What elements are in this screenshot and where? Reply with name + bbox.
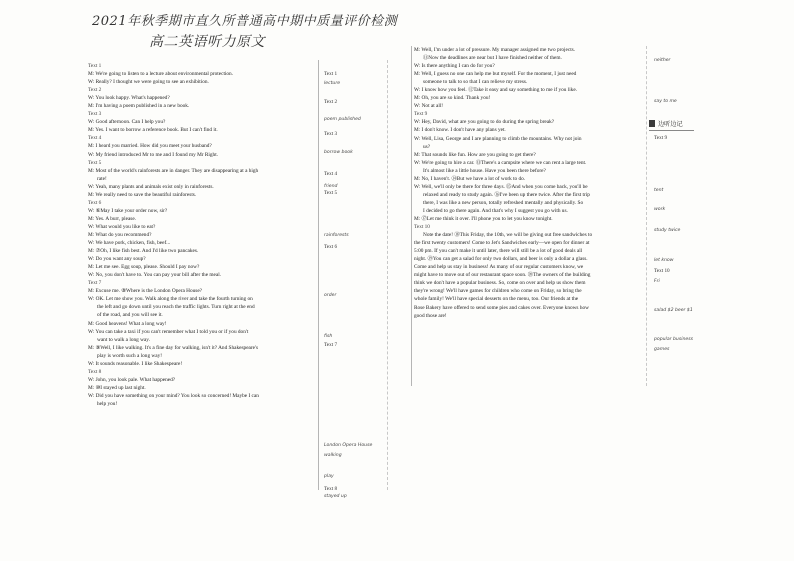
transcript-line: W: We're going to hire a car. ⑬There's a campsite where we can rent a large tent.	[414, 159, 587, 166]
transcript-line: W: Well, we'll only be there for three days. ⑮And when you come back, you'll be	[414, 183, 588, 190]
transcript-line: M: We're going to listen to a lecture about environmental protection.	[88, 71, 234, 78]
transcript-line: 5:00 pm. If you can't make it until later, there will still be a lot of good deals all	[414, 248, 583, 255]
transcript-line: W: It sounds reasonable. I like Shakespeare!	[88, 360, 183, 367]
transcript-line: W: Really? I thought we were going to see an exhibition.	[88, 79, 209, 86]
section-heading: Text 3	[88, 111, 102, 118]
section-heading: Text 7	[88, 280, 102, 287]
handwritten-note: London Opera House	[324, 443, 373, 448]
handwritten-note: Fri	[654, 279, 660, 284]
transcript-line: might have to move out of our restaurant space soon. ⑳The owners of the building	[414, 272, 591, 279]
transcript-line: M: Most of the world's rainforests are in danger. They are disappearing at a high	[88, 167, 259, 174]
note-section-label: Text 8	[324, 486, 338, 492]
section-heading: Text 10	[414, 224, 430, 231]
transcript-line: Come and help us stay in business! As many of our regular customers know, we	[414, 264, 584, 271]
transcript-line: W: Hey, David, what are you going to do during the spring break?	[414, 119, 555, 126]
transcript-line: M: I don't know. I don't have any plans yet.	[414, 127, 506, 134]
note-section-label: Text 10	[654, 268, 670, 274]
transcript-line: the left and go down until you reach the traffic lights. Turn right at the end	[97, 304, 255, 311]
handwritten-note: fish	[324, 334, 333, 339]
note-section-label: Text 2	[324, 99, 338, 105]
listen-notes-badge	[649, 118, 694, 129]
badge-underline	[649, 130, 694, 131]
transcript-line: M: Yes. A burr, please.	[88, 215, 137, 222]
transcript-left-column	[88, 62, 316, 408]
transcript-line: Rose Bakery have offered to send some pies and cakes over. Everyone knows how	[414, 304, 589, 311]
square-icon	[649, 120, 655, 127]
section-heading: Text 9	[414, 111, 428, 118]
transcript-line: W: You can take a taxi if you can't remember what I told you or if you don't	[88, 328, 249, 335]
transcript-line: M: What do you recommend?	[88, 231, 152, 238]
handwritten-note: walking	[324, 453, 342, 458]
handwritten-note: let know	[654, 258, 674, 263]
transcript-line: W: We have pork, chicken, fish, beef...	[88, 240, 171, 247]
transcript-line: M: ⑰Let me think it over. I'll phone you to let you know tonight.	[414, 215, 553, 222]
handwritten-note: salad $2 beer $1	[654, 308, 693, 313]
transcript-line: M: I heard you married. How did you meet your husband?	[88, 143, 212, 150]
handwritten-note: work	[654, 207, 666, 212]
page-title	[92, 13, 398, 51]
transcript-line: W: Not at all!	[414, 103, 444, 110]
transcript-line: ⑪Now the deadlines are near but I have finished neither of them.	[423, 55, 562, 62]
transcript-line: of the road, and you will see it.	[97, 312, 163, 319]
transcript-line: M: Excuse me. ⑧Where is the London Opera House?	[88, 288, 203, 295]
transcript-line: I decided to go there again. And that's why I suggest you go with us.	[423, 207, 568, 214]
transcript-line: W: No, you don't have to. You can pay your bill after the meal.	[88, 272, 222, 279]
transcript-line: W: Yeah, many plants and animals exist only in rainforests.	[88, 183, 214, 190]
transcript-line: play is worth such a long way!	[97, 352, 163, 359]
column-divider	[318, 60, 319, 490]
section-heading: Text 1	[88, 63, 102, 69]
transcript-line: there, I was like a new person, totally refreshed mentally and physically. So	[423, 199, 584, 206]
notes-divider	[387, 60, 388, 490]
transcript-line: W: ⑥May I take your order now, sir?	[88, 207, 168, 214]
handwritten-note: say to me	[654, 99, 677, 104]
transcript-line: W: Is there anything I can do for you?	[414, 63, 495, 70]
handwritten-note: neither	[654, 58, 671, 63]
section-heading: Text 6	[88, 199, 102, 206]
transcript-line: M: Yes. I want to borrow a reference book. But I can't find it.	[88, 127, 218, 134]
handwritten-note: games	[654, 347, 670, 352]
transcript-line: M: That sounds like fun. How are you going to get there?	[414, 151, 536, 158]
transcript-line: W: You look happy. What's happened?	[88, 95, 170, 102]
handwritten-note: lecture	[324, 81, 341, 86]
transcript-line: the first twenty customers! Come to Jet's Sandwiches early—we open for dinner at	[414, 240, 590, 247]
handwritten-note: tent	[654, 188, 664, 193]
transcript-line: M: Let me see. Egg soup, please. Should I pay now?	[88, 264, 200, 271]
badge-label: 边听边记	[658, 121, 683, 128]
transcript-line: they're wrong! We'll have games for children who come on Friday, so bring the	[414, 288, 582, 295]
transcript-line: W: I know how you feel. ⑫Take it easy and say something to me if you like.	[414, 87, 578, 94]
transcript-line: someone to talk to so that I can relieve my stress.	[423, 79, 528, 86]
handwritten-note: order	[324, 293, 337, 298]
note-section-label: Text 6	[324, 244, 338, 250]
transcript-line: rate!	[97, 175, 107, 182]
transcript-line: whole family! We'll have special desserts on the menu, too. Our friends at the	[414, 296, 579, 303]
transcript-line: M: Oh, you are so kind. Thank you!	[414, 95, 491, 102]
title-line-2: 高二英语听力原文	[149, 34, 265, 50]
title-line-1: 2021年秋季期市直久所普通高中期中质量评价检测	[92, 14, 398, 29]
section-heading: Text 8	[88, 368, 102, 375]
note-section-label: Text 7	[324, 342, 338, 348]
note-section-label: Text 9	[654, 135, 668, 141]
transcript-line: M: Good heavens! What a long way!	[88, 320, 167, 327]
transcript-line: want to walk a long way.	[97, 336, 150, 343]
transcript-line: M: ⑦Oh, I like fish best. And I'd like two pancakes.	[88, 248, 199, 255]
transcript-line: W: Good afternoon. Can I help you?	[88, 119, 166, 126]
transcript-line: M: No, I haven't. ⑭But we have a lot of work to do.	[414, 175, 526, 182]
column-divider	[411, 46, 412, 386]
transcript-line: M: Well, I'm under a lot of pressure. My manager assigned me two projects.	[414, 47, 576, 53]
transcript-line: M: ⑩I stayed up last night.	[88, 384, 146, 391]
transcript-line: W: OK. Let me show you. Walk along the river and take the fourth turning on	[88, 296, 253, 303]
note-section-label: Text 5	[324, 190, 338, 196]
transcript-line: think we don't have a popular business. So, come on over and help us show them	[414, 280, 586, 287]
handwritten-note: rainforests	[324, 233, 349, 238]
handwritten-note: borrow book	[324, 150, 353, 155]
transcript-line: M: ⑨Well, I like walking. It's a fine day for walking, isn't it? And Shakespeare's	[88, 344, 259, 351]
handwritten-note: play	[324, 474, 334, 479]
transcript-line: help you!	[97, 400, 118, 407]
note-section-label: Text 4	[324, 171, 338, 177]
transcript-line: W: Do you want any soup?	[88, 256, 146, 263]
transcript-line: It's almost like a little house. Have you been there before?	[423, 167, 546, 174]
transcript-line: M: We really need to save the beautiful rainforests.	[88, 191, 197, 198]
transcript-line: W: Did you have something on your mind? You look so concerned! Maybe I can	[88, 392, 259, 399]
section-heading: Text 2	[88, 87, 102, 94]
transcript-line: night. ⑲You can get a salad for only two dollars, and beer is only a dollar a glass.	[414, 256, 588, 263]
transcript-line: Note the date! ⑱This Friday, the 10th, we will be giving out free sandwiches to	[423, 232, 593, 239]
transcript-line: good those are!	[414, 312, 447, 319]
transcript-line: W: What would you like to eat?	[88, 223, 156, 230]
handwritten-note: stayed up	[324, 494, 347, 499]
handwritten-note: study twice	[654, 228, 681, 233]
handwritten-note: friend	[324, 184, 338, 189]
handwritten-note: popular business	[654, 337, 694, 342]
section-heading: Text 4	[88, 135, 102, 142]
note-section-label: Text 3	[324, 131, 338, 137]
note-section-label: Text 1	[324, 71, 338, 77]
transcript-line: W: John, you look pale. What happened?	[88, 376, 176, 383]
transcript-line: M: Well, I guess no one can help me but myself. For the moment, I just need	[414, 71, 577, 78]
transcript-line: relaxed and ready to study again. ⑯I've been up there twice. After the first trip	[423, 191, 590, 198]
transcript-line: us?	[423, 143, 431, 150]
transcript-right-column	[414, 46, 644, 320]
transcript-line: W: My friend introduced Mr to me and I found my Mr Right.	[88, 151, 218, 158]
section-heading: Text 5	[88, 159, 102, 166]
transcript-line: M: I'm having a poem published in a new book.	[88, 103, 190, 110]
handwritten-note: poem published	[324, 117, 361, 122]
transcript-line: W: Well, Lisa, George and I are planning to climb the mountains. Why not join	[414, 135, 582, 142]
notes-divider	[646, 46, 647, 386]
